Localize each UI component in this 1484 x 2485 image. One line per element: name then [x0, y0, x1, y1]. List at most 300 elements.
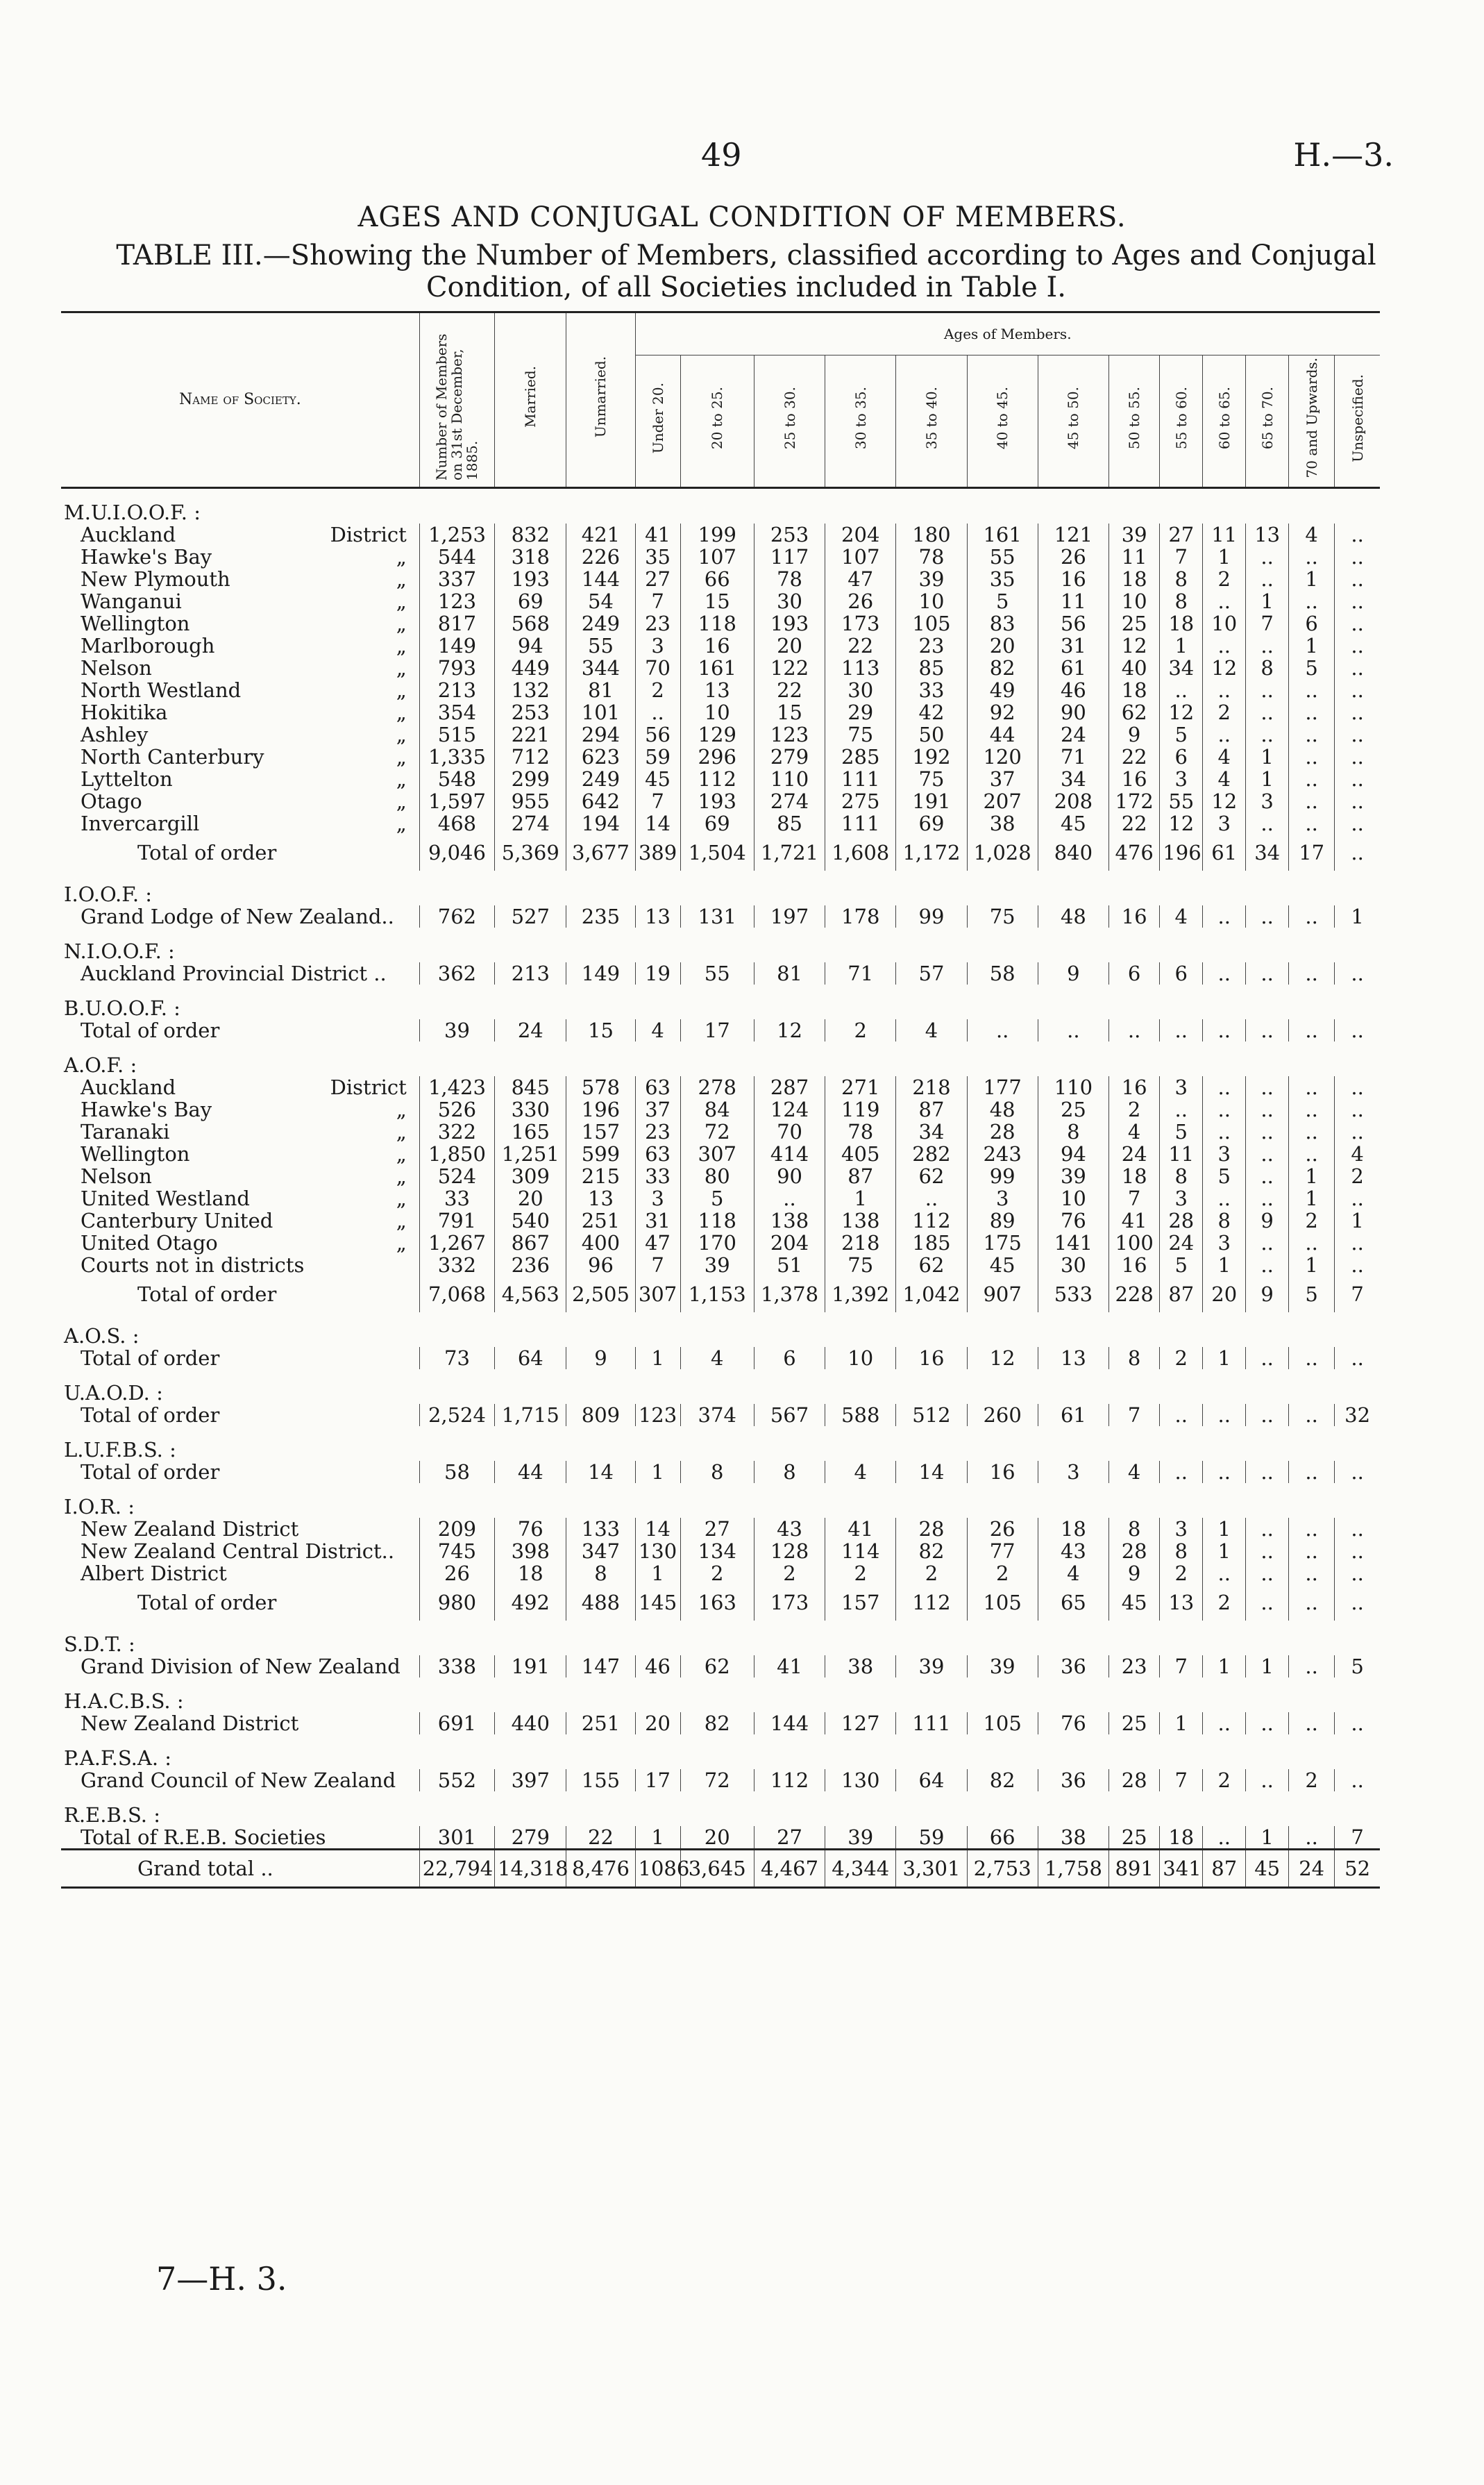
table-row	[61, 657, 1380, 679]
value-cell	[896, 985, 967, 1019]
value-cell	[825, 1483, 896, 1518]
value-cell: 112	[754, 1769, 825, 1791]
value-cell: 1	[1246, 590, 1289, 612]
value-cell: 178	[825, 905, 896, 928]
value-cell	[566, 985, 635, 1019]
value-cell: 165	[495, 1121, 566, 1143]
value-cell: ..	[1289, 768, 1335, 790]
value-cell: 907	[967, 1276, 1038, 1312]
value-cell: 22	[825, 635, 896, 657]
value-cell: 817	[419, 612, 494, 635]
society-name-cell	[61, 1404, 419, 1426]
value-cell	[1289, 928, 1335, 962]
value-cell: 111	[825, 768, 896, 790]
value-cell: ..	[1203, 962, 1246, 985]
value-cell	[1160, 1312, 1203, 1347]
value-cell: 19	[635, 962, 680, 985]
value-cell	[1160, 1041, 1203, 1076]
society-name-cell	[61, 768, 419, 790]
value-cell: 5	[1160, 1254, 1203, 1276]
value-cell: 17	[680, 1019, 754, 1041]
value-cell: 13	[566, 1187, 635, 1210]
value-cell: 7	[1160, 1655, 1203, 1677]
value-cell: ..	[1335, 657, 1380, 679]
value-cell	[680, 488, 754, 524]
value-cell	[566, 871, 635, 905]
value-cell: 9	[1109, 1562, 1160, 1584]
value-cell: 218	[825, 1232, 896, 1254]
value-cell	[1160, 1369, 1203, 1404]
value-cell: 26	[419, 1562, 494, 1584]
value-cell	[754, 488, 825, 524]
value-cell: 5	[1289, 1276, 1335, 1312]
society-name-cell	[61, 1347, 419, 1369]
value-cell: 18	[1109, 679, 1160, 701]
value-cell: 414	[754, 1143, 825, 1165]
value-cell: 8	[1038, 1121, 1108, 1143]
value-cell: ..	[1335, 1584, 1380, 1621]
value-cell	[754, 928, 825, 962]
value-cell	[495, 1734, 566, 1769]
value-cell: ..	[1203, 1098, 1246, 1121]
district-marker: „	[396, 656, 407, 680]
value-cell: 70	[754, 1121, 825, 1143]
value-cell	[1246, 1483, 1289, 1518]
value-cell: 28	[967, 1121, 1038, 1143]
value-cell: 9	[1246, 1210, 1289, 1232]
table-row	[61, 1655, 1380, 1677]
value-cell: 4	[1203, 768, 1246, 790]
value-cell: ..	[1289, 546, 1335, 568]
value-cell	[1038, 1734, 1108, 1769]
table-row	[61, 1712, 1380, 1734]
value-cell	[566, 1677, 635, 1712]
value-cell: 78	[896, 546, 967, 568]
value-cell: 2,505	[566, 1276, 635, 1312]
society-group-title: I.O.O.F. :	[64, 882, 153, 906]
district-marker: „	[396, 767, 407, 791]
value-cell: 1,172	[896, 835, 967, 871]
society-name: Ashley	[81, 723, 149, 746]
society-group-title: A.O.S. :	[64, 1324, 140, 1348]
value-cell: ..	[1335, 635, 1380, 657]
value-cell: 8	[1246, 657, 1289, 679]
value-cell: 173	[754, 1584, 825, 1621]
value-cell: ..	[1203, 1712, 1246, 1734]
value-cell: ..	[1335, 1712, 1380, 1734]
value-cell: 131	[680, 905, 754, 928]
value-cell: 59	[635, 746, 680, 768]
value-cell	[825, 488, 896, 524]
value-cell: 73	[419, 1347, 494, 1369]
value-cell: 204	[825, 524, 896, 546]
value-cell: 8	[1160, 1540, 1203, 1562]
value-cell: ..	[1203, 1404, 1246, 1426]
value-cell	[825, 928, 896, 962]
value-cell: 599	[566, 1143, 635, 1165]
value-cell	[419, 1312, 494, 1347]
society-group-title: U.A.O.D. :	[64, 1381, 163, 1405]
value-cell	[1038, 1677, 1108, 1712]
society-name: Albert District	[81, 1562, 227, 1585]
value-cell: ..	[1246, 1562, 1289, 1584]
value-cell: 228	[1109, 1276, 1160, 1312]
value-cell: ..	[1246, 1254, 1289, 1276]
value-cell: 194	[566, 812, 635, 835]
society-name-cell	[61, 590, 419, 612]
value-cell: ..	[1335, 1518, 1380, 1540]
value-cell: 307	[635, 1276, 680, 1312]
value-cell: 468	[419, 812, 494, 835]
society-name: Total of R.E.B. Societies	[81, 1825, 326, 1849]
table-row	[61, 746, 1380, 768]
society-name-cell	[61, 546, 419, 568]
value-cell: 13	[1038, 1347, 1108, 1369]
society-name: Canterbury United	[81, 1209, 273, 1232]
society-name: Wanganui	[81, 589, 182, 613]
value-cell: 1	[825, 1187, 896, 1210]
value-cell: 3	[635, 635, 680, 657]
value-cell	[1246, 1312, 1289, 1347]
value-cell	[1289, 1483, 1335, 1518]
table-row	[61, 524, 1380, 546]
value-cell: 23	[635, 1121, 680, 1143]
value-cell: 35	[635, 546, 680, 568]
value-cell	[1203, 1312, 1246, 1347]
value-cell: 791	[419, 1210, 494, 1232]
value-cell: ..	[1335, 768, 1380, 790]
value-cell: 20	[754, 635, 825, 657]
value-cell: 309	[495, 1165, 566, 1187]
value-cell: 6	[1109, 962, 1160, 985]
value-cell	[1038, 1621, 1108, 1655]
value-cell: 185	[896, 1232, 967, 1254]
value-cell	[1109, 1483, 1160, 1518]
value-cell: 7	[1335, 1276, 1380, 1312]
value-cell: ..	[1203, 905, 1246, 928]
value-cell: 20	[967, 635, 1038, 657]
value-cell: 112	[896, 1584, 967, 1621]
value-cell: 25	[1038, 1098, 1108, 1121]
value-cell	[754, 985, 825, 1019]
district-marker: District	[330, 1076, 407, 1099]
value-cell	[419, 1621, 494, 1655]
value-cell: 23	[1109, 1655, 1160, 1677]
value-cell	[1038, 871, 1108, 905]
district-marker: „	[396, 567, 407, 591]
value-cell	[1203, 1677, 1246, 1712]
value-cell: 11	[1109, 546, 1160, 568]
value-cell: 33	[635, 1165, 680, 1187]
value-cell: 1	[1203, 1254, 1246, 1276]
value-cell: 20	[1203, 1276, 1246, 1312]
value-cell: 39	[1038, 1165, 1108, 1187]
value-cell: ..	[1289, 1076, 1335, 1098]
value-cell: 8	[1109, 1347, 1160, 1369]
value-cell: 215	[566, 1165, 635, 1187]
value-cell: 155	[566, 1769, 635, 1791]
value-cell: 540	[495, 1210, 566, 1232]
page-footer: 7—H. 3.	[156, 2260, 287, 2298]
value-cell: 180	[896, 524, 967, 546]
value-cell: 46	[1038, 679, 1108, 701]
group-title-row	[61, 1483, 1380, 1518]
value-cell: 28	[1109, 1540, 1160, 1562]
society-name: Grand Council of New Zealand	[81, 1768, 396, 1792]
value-cell: 81	[566, 679, 635, 701]
value-cell: 762	[419, 905, 494, 928]
district-marker: District	[330, 523, 407, 546]
value-cell	[967, 1426, 1038, 1461]
value-cell: 12	[1203, 657, 1246, 679]
age-column-header: 65 to 70.	[1246, 355, 1289, 488]
value-cell: 39	[896, 568, 967, 590]
value-cell	[495, 1483, 566, 1518]
value-cell: 3	[1203, 812, 1246, 835]
value-cell	[1335, 1041, 1380, 1076]
society-group-title: A.O.F. :	[64, 1053, 137, 1077]
value-cell: 28	[896, 1518, 967, 1540]
value-cell: 64	[495, 1347, 566, 1369]
value-cell: 2	[967, 1562, 1038, 1584]
value-cell: 8	[1109, 1518, 1160, 1540]
value-cell: 1,251	[495, 1143, 566, 1165]
value-cell: 59	[896, 1826, 967, 1850]
table-row	[61, 962, 1380, 985]
value-cell: 1,042	[896, 1276, 967, 1312]
value-cell: 84	[680, 1098, 754, 1121]
value-cell: 867	[495, 1232, 566, 1254]
value-cell: 4	[680, 1347, 754, 1369]
society-name: Nelson	[81, 656, 152, 680]
value-cell: 449	[495, 657, 566, 679]
value-cell: 421	[566, 524, 635, 546]
group-title-row	[61, 1677, 1380, 1712]
value-cell: 299	[495, 768, 566, 790]
value-cell: ..	[1335, 790, 1380, 812]
value-cell: 39	[896, 1655, 967, 1677]
value-cell: 172	[1109, 790, 1160, 812]
value-cell: ..	[1289, 1655, 1335, 1677]
value-cell	[1160, 488, 1203, 524]
value-cell: 123	[419, 590, 494, 612]
value-cell: 191	[896, 790, 967, 812]
district-marker: „	[396, 1142, 407, 1166]
value-cell: 43	[1038, 1540, 1108, 1562]
society-name: Wellington	[81, 612, 190, 635]
value-cell: ..	[754, 1187, 825, 1210]
society-name-cell	[61, 812, 419, 835]
value-cell: 285	[825, 746, 896, 768]
group-title-row	[61, 1041, 1380, 1076]
value-cell	[825, 985, 896, 1019]
value-cell: 3	[1203, 1143, 1246, 1165]
value-cell: 271	[825, 1076, 896, 1098]
value-cell: 76	[1038, 1712, 1108, 1734]
group-title-row	[61, 1426, 1380, 1461]
value-cell: ..	[1335, 524, 1380, 546]
value-cell: 107	[680, 546, 754, 568]
value-cell: 33	[896, 679, 967, 701]
value-cell: ..	[1203, 723, 1246, 746]
value-cell: 12	[967, 1347, 1038, 1369]
value-cell: 253	[495, 701, 566, 723]
district-marker: „	[396, 1098, 407, 1121]
value-cell: 4	[1109, 1461, 1160, 1483]
value-cell: 1	[1335, 905, 1380, 928]
value-cell	[967, 928, 1038, 962]
value-cell: 92	[967, 701, 1038, 723]
value-cell	[680, 1621, 754, 1655]
value-cell: 133	[566, 1518, 635, 1540]
value-cell: ..	[1335, 835, 1380, 871]
table-row	[61, 1076, 1380, 1098]
value-cell: 3	[1160, 1187, 1203, 1210]
value-cell: 99	[896, 905, 967, 928]
value-cell	[1246, 1369, 1289, 1404]
value-cell: 1	[1246, 746, 1289, 768]
table-row	[61, 568, 1380, 590]
value-cell: ..	[1335, 962, 1380, 985]
value-cell	[1335, 1483, 1380, 1518]
group-title-row	[61, 871, 1380, 905]
value-cell	[1160, 985, 1203, 1019]
district-marker: „	[396, 745, 407, 769]
value-cell: ..	[1335, 568, 1380, 590]
value-cell: 56	[1038, 612, 1108, 635]
value-cell	[635, 871, 680, 905]
age-column-header: 25 to 30.	[754, 355, 825, 488]
value-cell: ..	[1289, 1562, 1335, 1584]
name-of-society-header: Name of Society.	[179, 391, 301, 408]
value-cell: 16	[1038, 568, 1108, 590]
group-title-row	[61, 985, 1380, 1019]
value-cell: 31	[635, 1210, 680, 1232]
table-row	[61, 1165, 1380, 1187]
value-cell	[967, 985, 1038, 1019]
value-cell	[967, 1734, 1038, 1769]
value-cell: 548	[419, 768, 494, 790]
value-cell: 330	[495, 1098, 566, 1121]
value-cell: ..	[1246, 1347, 1289, 1369]
value-cell: 117	[754, 546, 825, 568]
value-cell	[635, 1677, 680, 1712]
value-cell: ..	[1335, 701, 1380, 723]
total-row	[61, 835, 1380, 871]
table-row	[61, 1019, 1380, 1041]
value-cell: 578	[566, 1076, 635, 1098]
district-marker: „	[396, 701, 407, 724]
value-cell: 793	[419, 657, 494, 679]
value-cell	[896, 1734, 967, 1769]
value-cell: 8	[1160, 568, 1203, 590]
value-cell	[967, 1041, 1038, 1076]
value-cell: ..	[1289, 701, 1335, 723]
value-cell	[967, 1312, 1038, 1347]
society-name-cell	[61, 1769, 419, 1791]
value-cell: 2	[896, 1562, 967, 1584]
members-table	[61, 311, 1380, 1889]
value-cell: ..	[1246, 1143, 1289, 1165]
table-row	[61, 1826, 1380, 1850]
value-cell	[896, 928, 967, 962]
value-cell	[1335, 1734, 1380, 1769]
society-name-cell	[61, 657, 419, 679]
value-cell: 1,721	[754, 835, 825, 871]
value-cell: 89	[967, 1210, 1038, 1232]
society-group-title: L.U.F.B.S. :	[64, 1438, 176, 1462]
value-cell	[680, 1041, 754, 1076]
value-cell: 25	[1109, 1712, 1160, 1734]
value-cell: 62	[680, 1655, 754, 1677]
society-group-title: H.A.C.B.S. :	[64, 1689, 184, 1713]
value-cell	[1203, 871, 1246, 905]
value-cell: 10	[1109, 590, 1160, 612]
value-cell	[495, 1369, 566, 1404]
value-cell: 20	[635, 1712, 680, 1734]
table-row	[61, 723, 1380, 746]
table-row	[61, 1404, 1380, 1426]
society-name: United Westland	[81, 1187, 250, 1210]
value-cell: ..	[1203, 1826, 1246, 1850]
value-cell	[635, 985, 680, 1019]
value-cell: 18	[1109, 1165, 1160, 1187]
value-cell	[419, 1369, 494, 1404]
value-cell: 1	[1289, 1165, 1335, 1187]
society-name-cell	[61, 635, 419, 657]
value-cell: 55	[1160, 790, 1203, 812]
value-cell: 1,758	[1038, 1850, 1108, 1888]
society-name: Lyttelton	[81, 767, 173, 791]
value-cell	[1109, 1621, 1160, 1655]
value-cell: 260	[967, 1404, 1038, 1426]
value-cell: 69	[495, 590, 566, 612]
value-cell: 3,645	[680, 1850, 754, 1888]
society-group-title: B.U.O.O.F. :	[64, 996, 180, 1020]
value-cell: 22,794	[419, 1850, 494, 1888]
value-cell: 2	[1289, 1769, 1335, 1791]
value-cell: 15	[680, 590, 754, 612]
value-cell	[635, 1426, 680, 1461]
district-marker: „	[396, 1209, 407, 1232]
value-cell	[635, 1041, 680, 1076]
table-row	[61, 1769, 1380, 1791]
value-cell: 218	[896, 1076, 967, 1098]
value-cell: 127	[825, 1712, 896, 1734]
value-cell	[1109, 1312, 1160, 1347]
value-cell: 1	[635, 1347, 680, 1369]
value-cell	[825, 1791, 896, 1826]
value-cell: 87	[896, 1098, 967, 1121]
value-cell: 16	[1109, 768, 1160, 790]
value-cell: 2	[635, 679, 680, 701]
value-cell: ..	[1335, 546, 1380, 568]
value-cell: 39	[1109, 524, 1160, 546]
value-cell: 36	[1038, 1655, 1108, 1677]
value-cell	[495, 928, 566, 962]
value-cell: 15	[754, 701, 825, 723]
value-cell: 207	[967, 790, 1038, 812]
value-cell: 515	[419, 723, 494, 746]
value-cell: 236	[495, 1254, 566, 1276]
value-cell: 282	[896, 1143, 967, 1165]
group-title-row	[61, 488, 1380, 524]
value-cell: 7	[635, 590, 680, 612]
value-cell	[1335, 1621, 1380, 1655]
value-cell	[967, 1369, 1038, 1404]
value-cell: ..	[1203, 679, 1246, 701]
value-cell: 175	[967, 1232, 1038, 1254]
